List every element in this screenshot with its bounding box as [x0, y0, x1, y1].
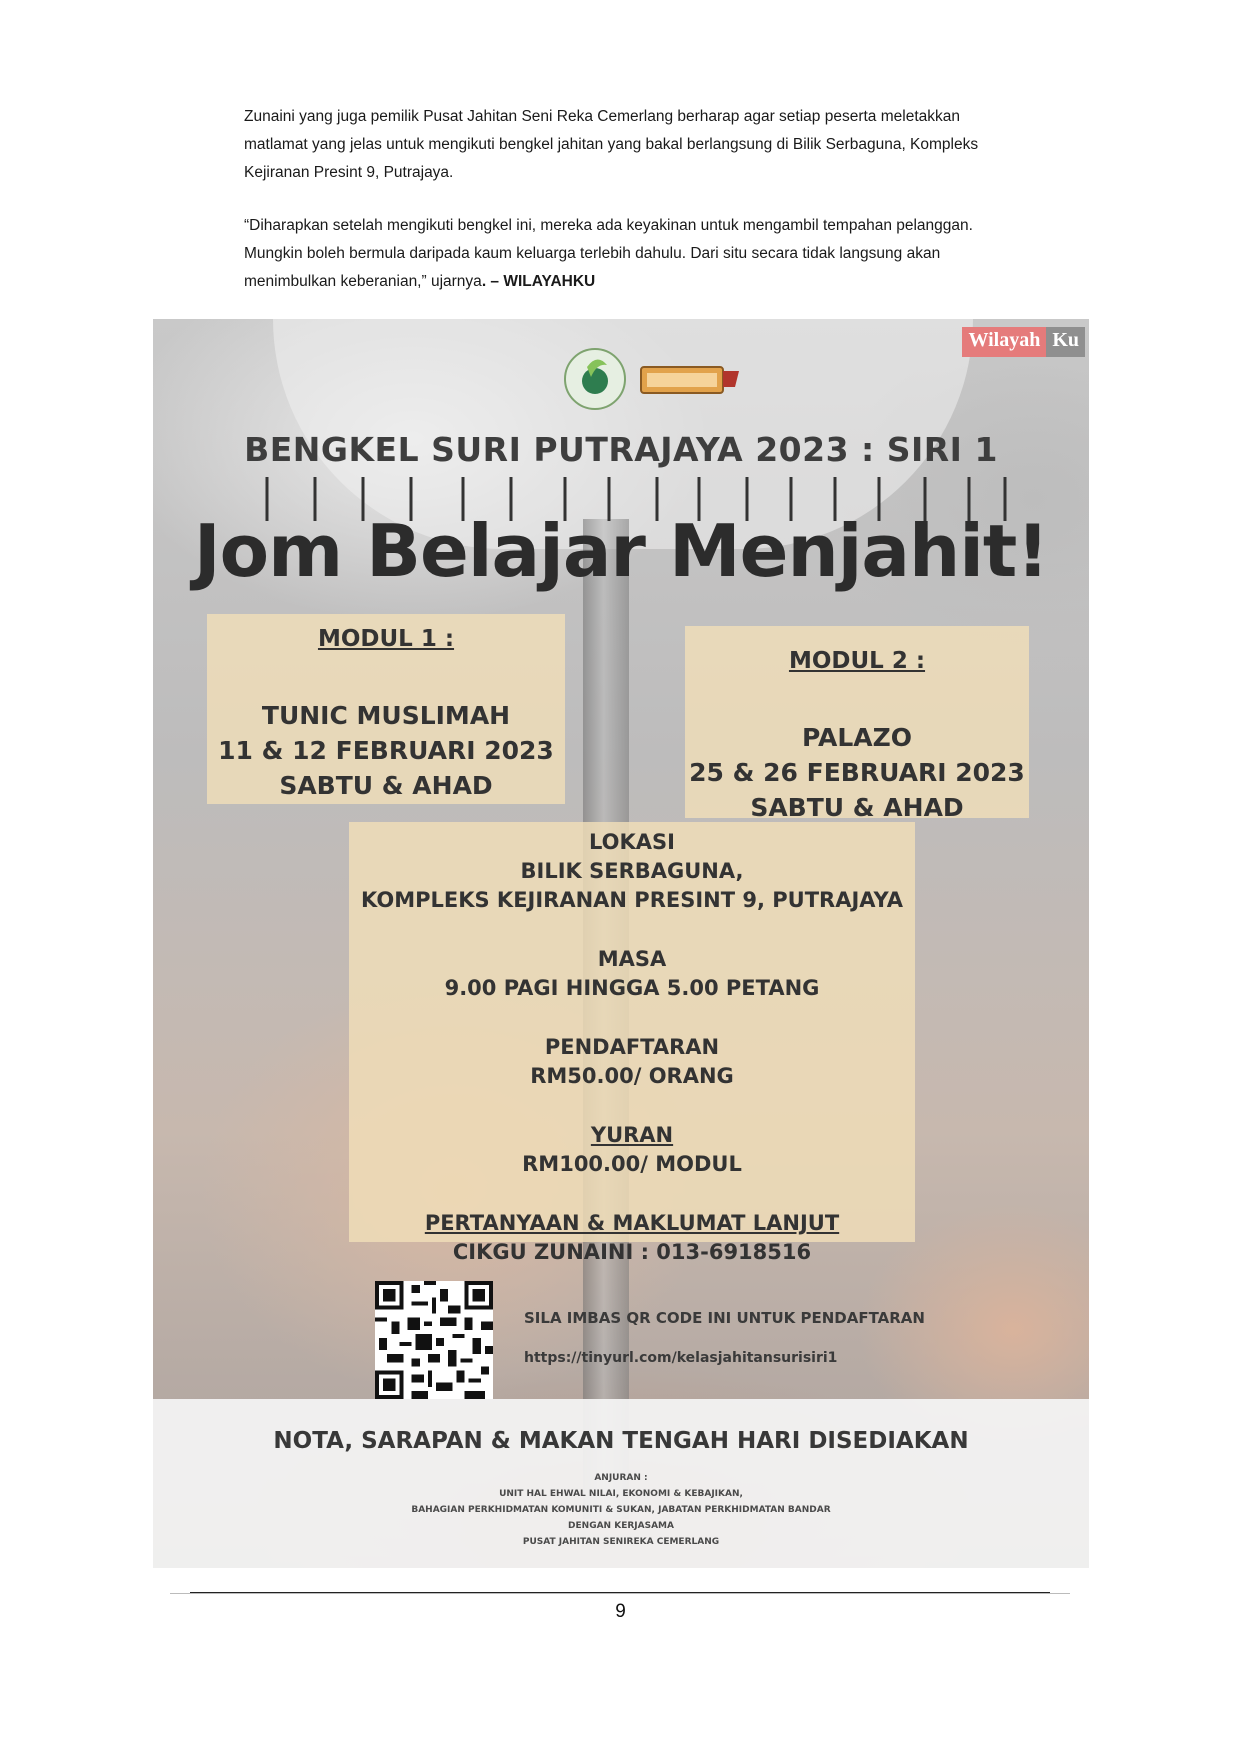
- registration-value: RM50.00/ ORANG: [530, 1064, 734, 1088]
- fee-value: RM100.00/ MODUL: [522, 1152, 742, 1176]
- footer-rule: [190, 1592, 1050, 1593]
- article-dash: . –: [481, 273, 504, 290]
- modul-2-dates: 25 & 26 FEBRUARI 2023: [689, 758, 1025, 787]
- registration-qr-code: [375, 1281, 493, 1399]
- poster-headline: Jom Belajar Menjahit!: [193, 509, 1049, 593]
- page-number: 9: [615, 1601, 626, 1622]
- registration-label: PENDAFTARAN: [544, 1035, 720, 1059]
- poster-title: BENGKEL SURI PUTRAJAYA 2023 : SIRI 1: [244, 430, 998, 469]
- article-paragraph-1: Zunaini yang juga pemilik Pusat Jahitan Seni Reka Cemerlang berharap agar setiap peserta meletakkan matlamat yang jelas untuk mengikuti bengkel jahitan yang bakal berlangsung di Bilik Serbaguna, Kompleks Kejiranan Presint 9, Putrajaya.: [244, 108, 979, 181]
- fee-label: YURAN: [590, 1123, 674, 1147]
- event-poster-image: [153, 319, 1089, 1568]
- article-paragraph-2-text: “Diharapkan setelah mengikuti bengkel ini, mereka ada keyakinan untuk mengambil tempahan pelanggan. Mungkin boleh bermula daripada kaum keluarga terlebih dahulu. Dari situ secara tidak langsung akan menimbulkan keberanian,” ujarnya: [244, 217, 973, 290]
- inquiry-contact: CIKGU ZUNAINI : 013-6918516: [452, 1240, 812, 1264]
- location-label: LOKASI: [589, 830, 675, 854]
- inquiry-label: PERTANYAAN & MAKLUMAT LANJUT: [424, 1211, 840, 1235]
- time-label: MASA: [597, 947, 667, 971]
- article-paragraph-2: [244, 212, 1004, 296]
- article-source: WILAYAHKU: [503, 273, 596, 290]
- watermark-right: Ku: [1046, 327, 1085, 357]
- wilayahku-watermark-logo: [962, 327, 1085, 357]
- organiser-line: BAHAGIAN PERKHIDMATAN KOMUNITI & SUKAN, JABATAN PERKHIDMATAN BANDAR: [411, 1505, 831, 1515]
- modul-1-heading: MODUL 1 :: [317, 626, 455, 652]
- modul-1-name: TUNIC MUSLIMAH: [261, 701, 511, 730]
- organiser-line: UNIT HAL EHWAL NILAI, EKONOMI & KEBAJIKAN,: [499, 1489, 743, 1499]
- modul-2-box: [685, 626, 1029, 822]
- qr-instruction: SILA IMBAS QR CODE INI UNTUK PENDAFTARAN: [524, 1309, 925, 1327]
- footer-rule-shadow: [170, 1593, 1070, 1594]
- organiser-line: ANJURAN :: [594, 1473, 648, 1483]
- modul-1-dates: 11 & 12 FEBRUARI 2023: [218, 736, 554, 765]
- time-value: 9.00 PAGI HINGGA 5.00 PETANG: [444, 976, 820, 1000]
- organiser-block: [153, 1470, 1089, 1550]
- location-line-2: KOMPLEKS KEJIRANAN PRESINT 9, PUTRAJAYA: [361, 888, 903, 912]
- organiser-line: PUSAT JAHITAN SENIREKA CEMERLANG: [522, 1537, 720, 1547]
- modul-1-days: SABTU & AHAD: [279, 771, 493, 800]
- modul-2-heading: MODUL 2 :: [788, 648, 926, 674]
- location-line-1: BILIK SERBAGUNA,: [520, 859, 744, 883]
- modul-2-name: PALAZO: [801, 723, 913, 752]
- partner-logos: [563, 341, 743, 416]
- watermark-left: Wilayah: [962, 327, 1046, 357]
- organiser-line: DENGAN KERJASAMA: [568, 1521, 674, 1531]
- modul-1-box: [207, 614, 565, 804]
- provided-notice: NOTA, SARAPAN & MAKAN TENGAH HARI DISEDIAKAN: [273, 1428, 969, 1454]
- event-info-box: [349, 822, 915, 1264]
- registration-url: https://tinyurl.com/kelasjahitansurisiri1: [524, 1350, 838, 1366]
- modul-2-days: SABTU & AHAD: [750, 793, 964, 822]
